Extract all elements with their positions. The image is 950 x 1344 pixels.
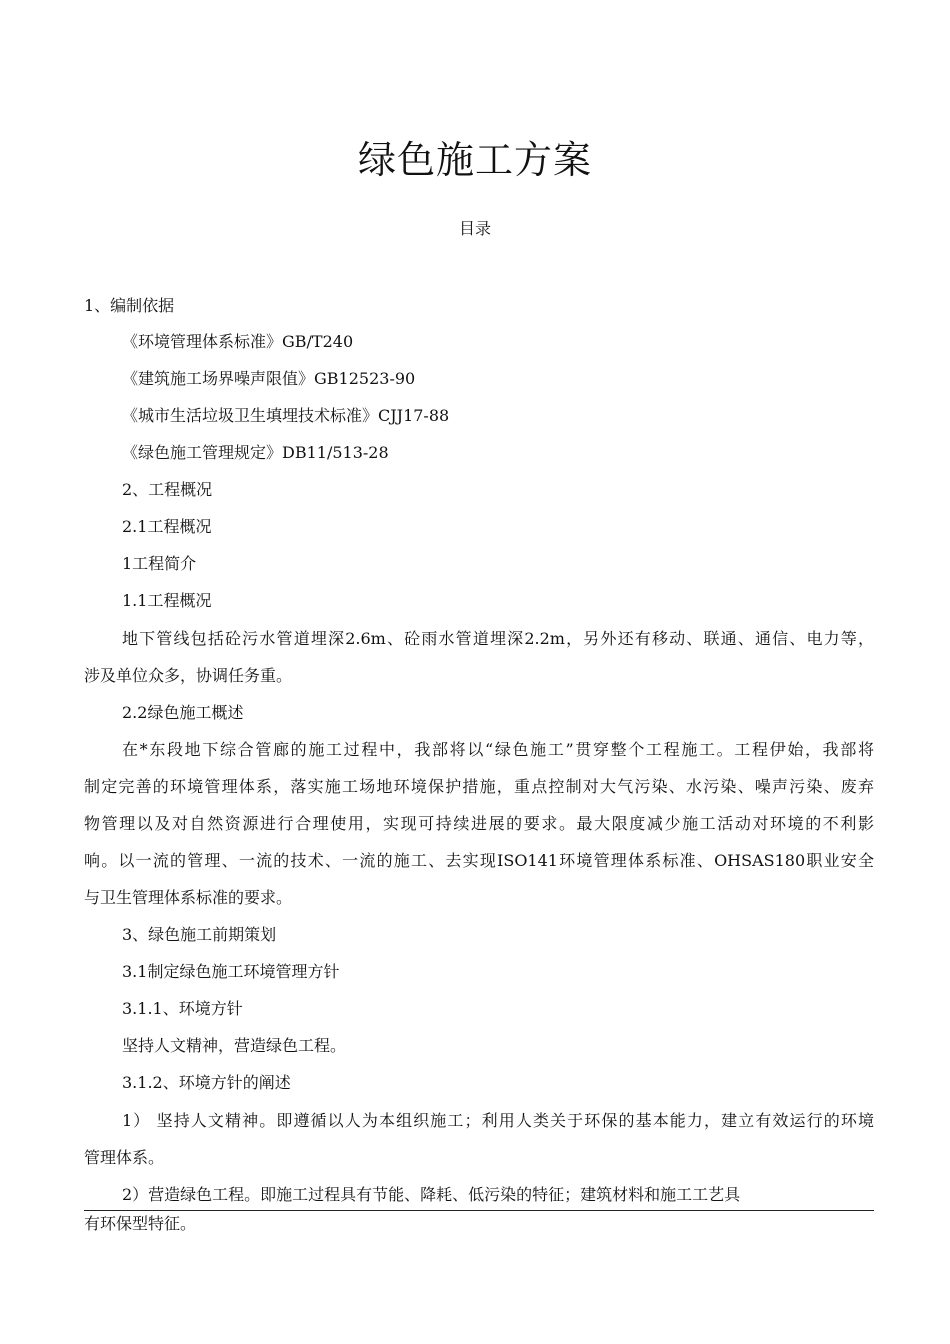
subsection-heading: 3.1.1、环境方针 bbox=[122, 999, 243, 1018]
paragraph-line: 1） 坚持人文精神。即遵循以人为本组织施工；利用人类关于环保的基本能力，建立有效运行的环境 bbox=[122, 1111, 874, 1130]
reference-item: 《环境管理体系标准》GB/T240 bbox=[122, 332, 354, 351]
paragraph-line: 与卫生管理体系标准的要求。 bbox=[84, 888, 293, 907]
paragraph-line: 在*东段地下综合管廊的施工过程中，我部将以“绿色施工”贯穿整个工程施工。工程伊始，我部将 bbox=[122, 740, 874, 759]
section-heading: 2、工程概况 bbox=[122, 480, 213, 499]
paragraph-line: 坚持人文精神，营造绿色工程。 bbox=[122, 1036, 347, 1055]
subsection-heading: 3.1制定绿色施工环境管理方针 bbox=[122, 962, 340, 981]
reference-item: 《城市生活垃圾卫生填埋技术标准》CJJ17-88 bbox=[122, 406, 450, 425]
paragraph-line: 响。以一流的管理、一流的技术、一流的施工、去实现ISO141环境管理体系标准、OHSAS180职业安全 bbox=[84, 851, 874, 870]
subsection-heading: 2.2绿色施工概述 bbox=[122, 703, 244, 722]
paragraph-line: 管理体系。 bbox=[84, 1148, 165, 1167]
section-heading: 1、编制依据 bbox=[84, 296, 175, 315]
section-heading: 3、绿色施工前期策划 bbox=[122, 925, 277, 944]
paragraph-line: 制定完善的环境管理体系，落实施工场地环境保护措施，重点控制对大气污染、水污染、噪声污染、废弃 bbox=[84, 777, 874, 796]
page-divider bbox=[84, 1210, 874, 1211]
page-title: 绿色施工方案 bbox=[357, 138, 592, 182]
paragraph-line: 有环保型特征。 bbox=[84, 1214, 197, 1233]
paragraph-line: 地下管线包括砼污水管道埋深2.6m、砼雨水管道埋深2.2m，另外还有移动、联通、通信、电力等， bbox=[122, 629, 874, 648]
toc-heading: 目录 bbox=[458, 219, 491, 238]
subsection-heading: 3.1.2、环境方针的阐述 bbox=[122, 1073, 291, 1092]
paragraph-line: 2）营造绿色工程。即施工过程具有节能、降耗、低污染的特征；建筑材料和施工工艺具 bbox=[122, 1185, 741, 1204]
reference-item: 《建筑施工场界噪声限值》GB12523-90 bbox=[122, 369, 416, 388]
subsection-heading: 1.1工程概况 bbox=[122, 591, 212, 610]
paragraph-line: 物管理以及对自然资源进行合理使用，实现可持续进展的要求。最大限度减少施工活动对环境的不利影 bbox=[84, 814, 874, 833]
paragraph-line: 涉及单位众多，协调任务重。 bbox=[84, 666, 293, 685]
reference-item: 《绿色施工管理规定》DB11/513-28 bbox=[122, 443, 389, 462]
subsection-heading: 2.1工程概况 bbox=[122, 517, 212, 536]
subsection-heading: 1工程简介 bbox=[122, 554, 197, 573]
